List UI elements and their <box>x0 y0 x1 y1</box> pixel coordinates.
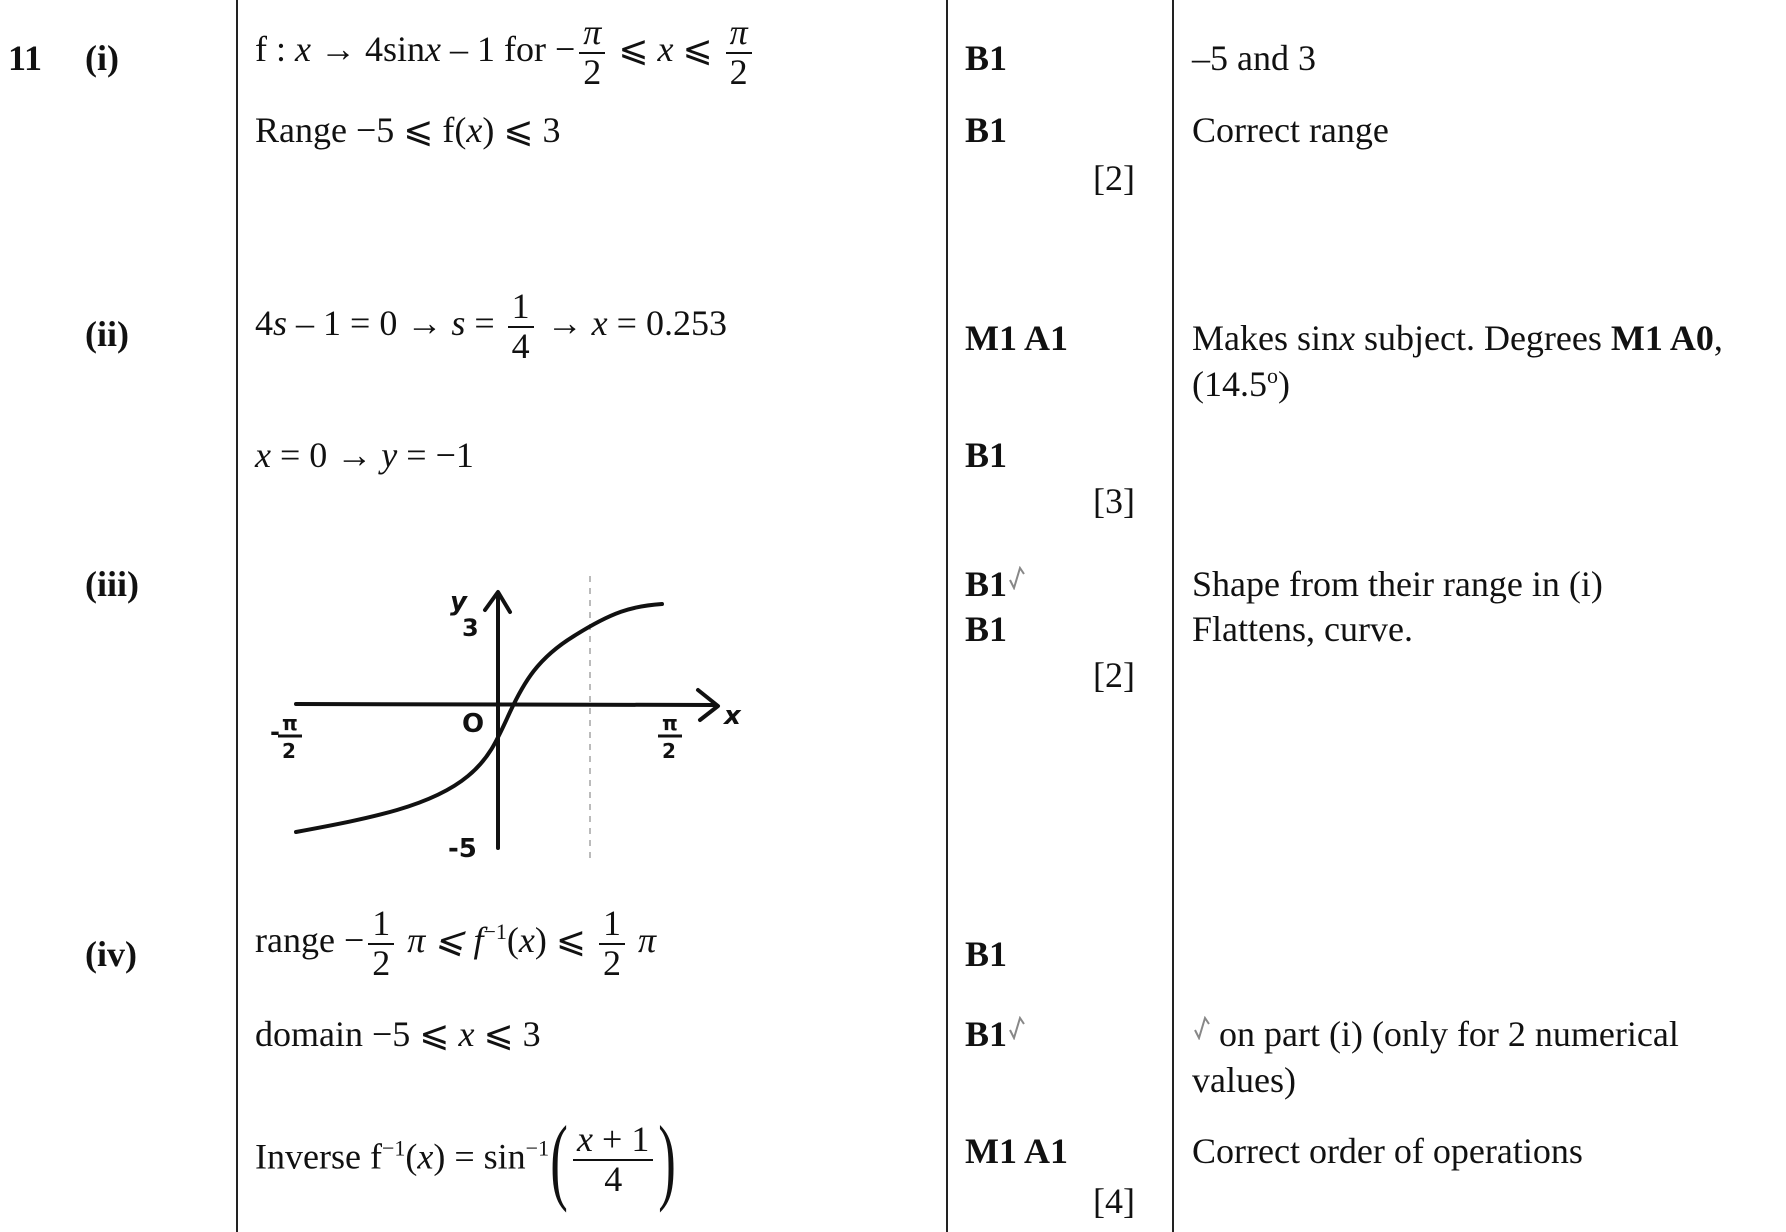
column-divider-2 <box>946 0 948 1232</box>
mark-i-1: B1 <box>965 38 1008 78</box>
neg-pi-over-2: $\frac{\pi}{2}$ <box>579 14 605 92</box>
inverse-function: Inverse $f^{-1}(x) = \sin^{-1}$( $\frac{x + 1}{4}$ ) <box>255 1106 677 1213</box>
column-divider-1 <box>236 0 238 1232</box>
one-quarter: $\frac{1}{4}$ <box>508 288 534 366</box>
origin-label: O <box>462 709 485 739</box>
mark-iv-total: [4] <box>1093 1181 1135 1221</box>
mark-iii-1: B1 <box>965 566 1025 602</box>
pi-over-2: $\frac{\pi}{2}$ <box>726 14 752 92</box>
follow-through-tick-icon <box>1009 1016 1025 1040</box>
y-axis-label: y <box>450 587 467 617</box>
inverse-range: range − $\frac{1}{2}$ π ⩽ $f^{-1}(x)$ ⩽ $\frac{1}{2}$ π <box>255 903 657 983</box>
mark-iv-2: B1 <box>965 1016 1025 1052</box>
guidance-iv-3: Correct order of operations <box>1192 1131 1583 1171</box>
y-bottom-label: -5 <box>448 834 477 864</box>
part-label-iii: (iii) <box>85 564 139 604</box>
pos-pi-den: 2 <box>662 739 676 763</box>
inverse-fraction: $\frac{x + 1}{4}$ <box>573 1121 653 1199</box>
guidance-ii-2: (14.5$^o$) <box>1192 363 1290 404</box>
half-2: $\frac{1}{2}$ <box>599 905 625 983</box>
mark-ii-total: [3] <box>1093 481 1135 521</box>
range-statement: Range −5 ⩽ f(x) ⩽ 3 <box>255 110 561 150</box>
mark-iii-2: B1 <box>965 609 1008 649</box>
intercept-equation: 4s – 1 = 0 → s = $\frac{1}{4}$ → x = 0.253 <box>255 286 727 366</box>
y-intercept-equation: x = 0 → y = −1 <box>255 435 474 475</box>
neg-pi-den: 2 <box>282 739 296 763</box>
neg-pi-sign: - <box>270 718 280 746</box>
mark-iv-3: M1 A1 <box>965 1131 1068 1171</box>
neg-pi-num: π <box>282 711 298 735</box>
guidance-iii-1: Shape from their range in (i) <box>1192 564 1603 604</box>
y-top-label: 3 <box>462 614 479 642</box>
guidance-i-2: Correct range <box>1192 110 1389 150</box>
guidance-ii-1: Makes sinx subject. Degrees M1 A0, <box>1192 318 1723 358</box>
function-definition: f : x → 4sinx – 1 for − $\frac{\pi}{2}$ ⩽ x ⩽ $\frac{\pi}{2}$ <box>255 14 756 92</box>
mark-iv-1: B1 <box>965 934 1008 974</box>
x-axis-label: x <box>724 701 741 731</box>
guidance-iv-2b: values) <box>1192 1060 1296 1100</box>
guidance-i-1: –5 and 3 <box>1192 38 1316 78</box>
mark-i-total: [2] <box>1093 158 1135 198</box>
inverse-domain: domain −5 ⩽ x ⩽ 3 <box>255 1014 541 1054</box>
guidance-iv-2: on part (i) (only for 2 numerical <box>1192 1016 1679 1052</box>
x-axis <box>296 704 714 705</box>
mark-ii-1: M1 A1 <box>965 318 1068 358</box>
question-number: 11 <box>8 38 43 78</box>
part-label-i: (i) <box>85 38 119 78</box>
guidance-iii-2: Flattens, curve. <box>1192 609 1413 649</box>
follow-through-tick-icon <box>1194 1016 1210 1040</box>
follow-through-tick-icon <box>1009 566 1025 590</box>
sketch-graph <box>262 572 782 872</box>
column-divider-3 <box>1172 0 1174 1232</box>
part-label-iv: (iv) <box>85 934 137 974</box>
part-label-ii: (ii) <box>85 314 129 354</box>
mark-iii-total: [2] <box>1093 655 1135 695</box>
pos-pi-num: π <box>662 711 678 735</box>
mark-i-2: B1 <box>965 110 1008 150</box>
half-1: $\frac{1}{2}$ <box>368 905 394 983</box>
mark-ii-2: B1 <box>965 435 1008 475</box>
